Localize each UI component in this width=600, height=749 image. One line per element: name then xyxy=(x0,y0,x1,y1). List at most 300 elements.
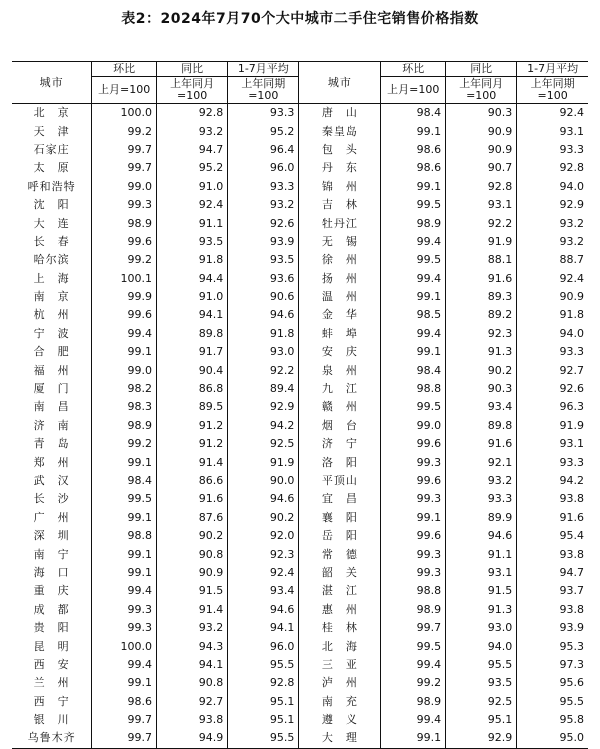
cell-city-left: 沈 阳 xyxy=(33,198,70,212)
cell-city-right: 安 庆 xyxy=(299,343,381,361)
cell-yoy-right: 93.2 xyxy=(446,472,517,490)
header-mom-base-right: 上月=100 xyxy=(381,77,446,104)
cell-mom-left: 99.3 xyxy=(92,196,157,214)
cell-mom-right: 99.2 xyxy=(381,674,446,692)
cell-city-right: 湛 江 xyxy=(299,582,381,600)
cell-mom-left: 99.6 xyxy=(92,306,157,324)
cell-city-right: 唐 山 xyxy=(299,104,381,123)
cell-avg-right: 91.8 xyxy=(517,306,588,324)
cell-city-left: 海 口 xyxy=(33,565,70,579)
cell-mom-right: 99.1 xyxy=(381,178,446,196)
table-row xyxy=(12,251,588,269)
cell-yoy-right: 89.9 xyxy=(446,509,517,527)
cell-yoy-right: 89.3 xyxy=(446,288,517,306)
cell-avg-left: 93.5 xyxy=(228,251,299,269)
cell-city-right: 襄 阳 xyxy=(299,509,381,527)
cell-mom-right: 98.5 xyxy=(381,306,446,324)
cell-avg-right: 96.3 xyxy=(517,398,588,416)
cell-avg-left: 91.9 xyxy=(228,453,299,471)
cell-mom-left: 99.2 xyxy=(92,122,157,140)
cell-avg-left: 92.0 xyxy=(228,527,299,545)
cell-city-right: 北 海 xyxy=(299,637,381,655)
cell-avg-left: 96.0 xyxy=(228,637,299,655)
header-avg-base-left: 上年同期=100 xyxy=(228,77,299,104)
cell-yoy-right: 91.6 xyxy=(446,435,517,453)
cell-avg-right: 92.4 xyxy=(517,104,588,123)
cell-city-left: 西 安 xyxy=(33,657,70,671)
cell-yoy-right: 92.3 xyxy=(446,325,517,343)
table-row xyxy=(12,601,588,619)
cell-yoy-right: 91.3 xyxy=(446,601,517,619)
cell-yoy-left: 91.7 xyxy=(157,343,228,361)
cell-mom-right: 99.7 xyxy=(381,619,446,637)
cell-avg-right: 95.3 xyxy=(517,637,588,655)
cell-avg-left: 95.1 xyxy=(228,711,299,729)
cell-yoy-left: 90.8 xyxy=(157,674,228,692)
cell-city-left: 长 春 xyxy=(33,234,70,248)
cell-mom-left: 99.1 xyxy=(92,674,157,692)
cell-avg-right: 92.4 xyxy=(517,270,588,288)
cell-avg-right: 92.6 xyxy=(517,380,588,398)
cell-mom-left: 99.4 xyxy=(92,582,157,600)
cell-mom-right: 99.4 xyxy=(381,711,446,729)
table-row xyxy=(12,545,588,563)
cell-avg-left: 94.6 xyxy=(228,601,299,619)
cell-mom-left: 99.4 xyxy=(92,656,157,674)
table-row xyxy=(12,453,588,471)
cell-city-right: 无 锡 xyxy=(299,233,381,251)
cell-mom-left: 99.1 xyxy=(92,545,157,563)
cell-yoy-left: 92.4 xyxy=(157,196,228,214)
cell-yoy-left: 94.1 xyxy=(157,306,228,324)
cell-mom-right: 99.1 xyxy=(381,729,446,748)
header-yoy-right: 同比 xyxy=(446,62,517,77)
cell-yoy-left: 86.8 xyxy=(157,380,228,398)
table-row xyxy=(12,582,588,600)
cell-city-right: 锦 州 xyxy=(299,178,381,196)
header-avg-right: 1-7月平均 xyxy=(517,62,588,77)
header-city-left: 城市 xyxy=(12,62,92,104)
table-row xyxy=(12,104,588,123)
cell-yoy-right: 92.9 xyxy=(446,729,517,748)
cell-city-right: 烟 台 xyxy=(299,417,381,435)
cell-mom-left: 99.1 xyxy=(92,453,157,471)
table-row xyxy=(12,361,588,379)
cell-avg-left: 92.5 xyxy=(228,435,299,453)
cell-mom-right: 99.3 xyxy=(381,564,446,582)
cell-avg-right: 93.2 xyxy=(517,214,588,232)
cell-city-left: 贵 阳 xyxy=(33,621,70,635)
header-avg-left: 1-7月平均 xyxy=(228,62,299,77)
cell-yoy-right: 90.3 xyxy=(446,104,517,123)
header-yoy-left: 同比 xyxy=(157,62,228,77)
cell-mom-right: 99.1 xyxy=(381,288,446,306)
table-row xyxy=(12,619,588,637)
cell-mom-right: 98.8 xyxy=(381,582,446,600)
cell-mom-right: 99.6 xyxy=(381,527,446,545)
cell-avg-left: 93.3 xyxy=(228,104,299,123)
cell-yoy-left: 87.6 xyxy=(157,509,228,527)
cell-mom-right: 98.8 xyxy=(381,380,446,398)
cell-city-left: 南 昌 xyxy=(33,400,70,414)
cell-avg-left: 95.5 xyxy=(228,729,299,748)
cell-yoy-right: 90.2 xyxy=(446,361,517,379)
table-row xyxy=(12,656,588,674)
cell-mom-right: 99.1 xyxy=(381,122,446,140)
cell-mom-right: 99.5 xyxy=(381,637,446,655)
cell-yoy-right: 89.8 xyxy=(446,417,517,435)
cell-avg-left: 94.6 xyxy=(228,306,299,324)
cell-yoy-left: 91.2 xyxy=(157,417,228,435)
cell-city-left: 武 汉 xyxy=(33,474,70,487)
cell-mom-left: 99.3 xyxy=(92,619,157,637)
cell-yoy-left: 92.7 xyxy=(157,693,228,711)
cell-avg-left: 92.8 xyxy=(228,674,299,692)
cell-mom-left: 99.1 xyxy=(92,343,157,361)
cell-yoy-right: 90.3 xyxy=(446,380,517,398)
cell-yoy-right: 93.0 xyxy=(446,619,517,637)
cell-city-right: 徐 州 xyxy=(299,251,381,269)
cell-yoy-left: 91.0 xyxy=(157,178,228,196)
cell-mom-left: 99.1 xyxy=(92,564,157,582)
cell-mom-left: 99.5 xyxy=(92,490,157,508)
cell-avg-right: 92.9 xyxy=(517,196,588,214)
cell-city-left: 呼和浩特 xyxy=(27,179,76,193)
table-row xyxy=(12,729,588,748)
table-row xyxy=(12,527,588,545)
cell-city-left: 哈尔滨 xyxy=(33,253,70,267)
cell-avg-right: 93.8 xyxy=(517,545,588,563)
cell-mom-left: 99.1 xyxy=(92,509,157,527)
cell-yoy-right: 91.1 xyxy=(446,545,517,563)
cell-city-right: 丹 东 xyxy=(299,159,381,177)
header-mom-base-left: 上月=100 xyxy=(92,77,157,104)
cell-city-left: 南 宁 xyxy=(33,547,70,561)
cell-city-left: 西 宁 xyxy=(33,694,70,708)
header-avg-base-right: 上年同期=100 xyxy=(517,77,588,104)
cell-city-right: 包 头 xyxy=(299,141,381,159)
cell-city-left: 合 肥 xyxy=(33,345,70,359)
cell-avg-right: 93.8 xyxy=(517,601,588,619)
table-row xyxy=(12,564,588,582)
cell-avg-left: 96.0 xyxy=(228,159,299,177)
cell-avg-right: 93.1 xyxy=(517,435,588,453)
table-row xyxy=(12,141,588,159)
cell-avg-right: 93.3 xyxy=(517,141,588,159)
cell-yoy-left: 93.8 xyxy=(157,711,228,729)
cell-avg-right: 93.3 xyxy=(517,453,588,471)
cell-avg-left: 89.4 xyxy=(228,380,299,398)
cell-city-right: 泉 州 xyxy=(299,361,381,379)
cell-mom-right: 99.3 xyxy=(381,453,446,471)
cell-yoy-right: 91.6 xyxy=(446,270,517,288)
cell-mom-right: 99.5 xyxy=(381,196,446,214)
cell-avg-right: 95.4 xyxy=(517,527,588,545)
cell-city-right: 遵 义 xyxy=(299,711,381,729)
cell-yoy-left: 94.4 xyxy=(157,270,228,288)
cell-city-right: 秦皇岛 xyxy=(299,122,381,140)
cell-yoy-right: 92.1 xyxy=(446,453,517,471)
table-row xyxy=(12,693,588,711)
table-row xyxy=(12,380,588,398)
cell-mom-right: 99.4 xyxy=(381,270,446,288)
cell-mom-left: 99.2 xyxy=(92,251,157,269)
cell-yoy-left: 93.2 xyxy=(157,619,228,637)
table-row xyxy=(12,233,588,251)
cell-yoy-right: 90.9 xyxy=(446,141,517,159)
cell-mom-right: 99.4 xyxy=(381,656,446,674)
table-row xyxy=(12,306,588,324)
cell-yoy-left: 91.4 xyxy=(157,601,228,619)
cell-mom-left: 99.0 xyxy=(92,361,157,379)
table-row xyxy=(12,122,588,140)
cell-city-right: 平顶山 xyxy=(299,472,381,490)
cell-city-left: 济 南 xyxy=(33,418,70,432)
cell-avg-right: 88.7 xyxy=(517,251,588,269)
cell-yoy-right: 95.1 xyxy=(446,711,517,729)
cell-city-left: 北 京 xyxy=(33,106,70,120)
cell-city-right: 济 宁 xyxy=(299,435,381,453)
cell-city-right: 韶 关 xyxy=(299,564,381,582)
table-row xyxy=(12,288,588,306)
cell-city-right: 金 华 xyxy=(299,306,381,324)
cell-mom-left: 100.0 xyxy=(92,104,157,123)
cell-city-left: 杭 州 xyxy=(33,308,70,322)
cell-yoy-left: 89.5 xyxy=(157,398,228,416)
cell-avg-left: 94.1 xyxy=(228,619,299,637)
cell-mom-right: 99.1 xyxy=(381,343,446,361)
cell-mom-right: 99.6 xyxy=(381,435,446,453)
cell-avg-right: 91.6 xyxy=(517,509,588,527)
cell-yoy-left: 94.1 xyxy=(157,656,228,674)
cell-city-right: 吉 林 xyxy=(299,196,381,214)
cell-mom-right: 98.9 xyxy=(381,214,446,232)
cell-avg-left: 92.4 xyxy=(228,564,299,582)
table-row xyxy=(12,214,588,232)
cell-mom-left: 99.4 xyxy=(92,325,157,343)
cell-yoy-left: 93.5 xyxy=(157,233,228,251)
cell-avg-left: 93.9 xyxy=(228,233,299,251)
table-row xyxy=(12,270,588,288)
cell-avg-left: 92.6 xyxy=(228,214,299,232)
cell-yoy-left: 90.8 xyxy=(157,545,228,563)
cell-city-left: 南 京 xyxy=(33,290,70,304)
cell-avg-left: 94.2 xyxy=(228,417,299,435)
cell-city-left: 厦 门 xyxy=(33,382,70,396)
cell-city-right: 温 州 xyxy=(299,288,381,306)
cell-yoy-left: 90.9 xyxy=(157,564,228,582)
cell-yoy-left: 90.2 xyxy=(157,527,228,545)
table-title: 表2：2024年7月70个大中城市二手住宅销售价格指数 xyxy=(121,11,479,27)
cell-mom-left: 98.8 xyxy=(92,527,157,545)
cell-avg-right: 94.7 xyxy=(517,564,588,582)
cell-avg-right: 95.8 xyxy=(517,711,588,729)
cell-city-right: 岳 阳 xyxy=(299,527,381,545)
cell-yoy-left: 90.4 xyxy=(157,361,228,379)
cell-city-right: 赣 州 xyxy=(299,398,381,416)
cell-avg-right: 94.0 xyxy=(517,178,588,196)
cell-yoy-left: 91.2 xyxy=(157,435,228,453)
cell-yoy-left: 91.8 xyxy=(157,251,228,269)
cell-avg-right: 93.9 xyxy=(517,619,588,637)
cell-mom-left: 99.7 xyxy=(92,159,157,177)
cell-avg-left: 92.2 xyxy=(228,361,299,379)
cell-yoy-left: 91.5 xyxy=(157,582,228,600)
cell-city-left: 长 沙 xyxy=(33,492,70,506)
cell-yoy-left: 89.8 xyxy=(157,325,228,343)
cell-mom-right: 99.0 xyxy=(381,417,446,435)
cell-yoy-right: 94.6 xyxy=(446,527,517,545)
cell-yoy-right: 94.0 xyxy=(446,637,517,655)
table-row xyxy=(12,435,588,453)
cell-yoy-left: 91.6 xyxy=(157,490,228,508)
cell-avg-left: 90.6 xyxy=(228,288,299,306)
header-city-right: 城市 xyxy=(299,62,381,104)
table-row xyxy=(12,472,588,490)
cell-avg-left: 93.4 xyxy=(228,582,299,600)
cell-city-right: 桂 林 xyxy=(299,619,381,637)
cell-avg-left: 91.8 xyxy=(228,325,299,343)
header-mom-right: 环比 xyxy=(381,62,446,77)
cell-yoy-left: 91.1 xyxy=(157,214,228,232)
cell-yoy-right: 93.1 xyxy=(446,196,517,214)
cell-avg-left: 94.6 xyxy=(228,490,299,508)
header-yoy-base-left: 上年同月=100 xyxy=(157,77,228,104)
cell-avg-left: 95.1 xyxy=(228,693,299,711)
table-row xyxy=(12,159,588,177)
cell-avg-left: 92.9 xyxy=(228,398,299,416)
cell-avg-right: 91.9 xyxy=(517,417,588,435)
cell-mom-right: 98.9 xyxy=(381,601,446,619)
cell-city-right: 常 德 xyxy=(299,545,381,563)
cell-yoy-left: 86.6 xyxy=(157,472,228,490)
table-row xyxy=(12,196,588,214)
cell-city-right: 大 理 xyxy=(299,729,381,748)
table-row xyxy=(12,490,588,508)
cell-yoy-right: 88.1 xyxy=(446,251,517,269)
cell-yoy-right: 95.5 xyxy=(446,656,517,674)
cell-city-left: 石家庄 xyxy=(33,142,70,156)
cell-mom-left: 99.6 xyxy=(92,233,157,251)
cell-city-left: 乌鲁木齐 xyxy=(27,731,76,745)
cell-avg-right: 90.9 xyxy=(517,288,588,306)
table-row xyxy=(12,674,588,692)
cell-city-left: 天 津 xyxy=(33,124,70,138)
cell-mom-right: 98.9 xyxy=(381,693,446,711)
cell-city-left: 重 庆 xyxy=(33,584,70,598)
table-row xyxy=(12,343,588,361)
cell-yoy-right: 92.5 xyxy=(446,693,517,711)
cell-mom-right: 98.4 xyxy=(381,104,446,123)
header-yoy-base-right: 上年同月=100 xyxy=(446,77,517,104)
cell-city-right: 南 充 xyxy=(299,693,381,711)
cell-avg-right: 93.7 xyxy=(517,582,588,600)
cell-mom-left: 98.9 xyxy=(92,214,157,232)
cell-mom-left: 99.2 xyxy=(92,435,157,453)
cell-city-left: 太 原 xyxy=(33,161,70,175)
cell-city-left: 郑 州 xyxy=(33,455,70,469)
cell-avg-right: 95.0 xyxy=(517,729,588,748)
cell-avg-right: 93.8 xyxy=(517,490,588,508)
cell-yoy-right: 89.2 xyxy=(446,306,517,324)
cell-city-left: 广 州 xyxy=(33,510,70,524)
cell-mom-right: 98.4 xyxy=(381,361,446,379)
cell-yoy-left: 91.0 xyxy=(157,288,228,306)
cell-city-right: 泸 州 xyxy=(299,674,381,692)
cell-yoy-left: 94.9 xyxy=(157,729,228,748)
cell-avg-left: 93.0 xyxy=(228,343,299,361)
cell-yoy-right: 90.9 xyxy=(446,122,517,140)
cell-avg-left: 93.6 xyxy=(228,270,299,288)
cell-mom-right: 99.1 xyxy=(381,509,446,527)
cell-mom-left: 98.2 xyxy=(92,380,157,398)
cell-city-left: 大 连 xyxy=(33,216,70,230)
table-row xyxy=(12,711,588,729)
cell-city-left: 银 川 xyxy=(33,713,70,727)
cell-avg-left: 90.0 xyxy=(228,472,299,490)
table-row xyxy=(12,398,588,416)
cell-yoy-right: 91.5 xyxy=(446,582,517,600)
cell-yoy-right: 93.4 xyxy=(446,398,517,416)
cell-yoy-left: 91.4 xyxy=(157,453,228,471)
table-row xyxy=(12,325,588,343)
cell-mom-left: 98.6 xyxy=(92,693,157,711)
cell-yoy-right: 90.7 xyxy=(446,159,517,177)
cell-avg-right: 97.3 xyxy=(517,656,588,674)
cell-yoy-right: 92.2 xyxy=(446,214,517,232)
cell-avg-left: 95.2 xyxy=(228,122,299,140)
cell-avg-right: 93.1 xyxy=(517,122,588,140)
cell-yoy-left: 94.3 xyxy=(157,637,228,655)
cell-city-left: 宁 波 xyxy=(33,326,70,340)
cell-avg-right: 94.0 xyxy=(517,325,588,343)
table-row xyxy=(12,637,588,655)
cell-mom-left: 98.3 xyxy=(92,398,157,416)
cell-avg-right: 92.8 xyxy=(517,159,588,177)
cell-yoy-right: 92.8 xyxy=(446,178,517,196)
cell-avg-right: 95.5 xyxy=(517,693,588,711)
cell-avg-right: 95.6 xyxy=(517,674,588,692)
cell-mom-right: 98.6 xyxy=(381,159,446,177)
cell-avg-right: 93.2 xyxy=(517,233,588,251)
cell-mom-right: 98.6 xyxy=(381,141,446,159)
table-row xyxy=(12,509,588,527)
cell-avg-left: 93.2 xyxy=(228,196,299,214)
cell-yoy-left: 92.8 xyxy=(157,104,228,123)
cell-avg-left: 93.3 xyxy=(228,178,299,196)
cell-mom-left: 99.9 xyxy=(92,288,157,306)
cell-mom-left: 99.0 xyxy=(92,178,157,196)
cell-city-left: 成 都 xyxy=(33,602,70,616)
cell-city-left: 上 海 xyxy=(33,271,70,285)
cell-avg-right: 92.7 xyxy=(517,361,588,379)
cell-mom-left: 100.0 xyxy=(92,637,157,655)
cell-avg-left: 92.3 xyxy=(228,545,299,563)
cell-avg-right: 93.3 xyxy=(517,343,588,361)
cell-yoy-right: 93.1 xyxy=(446,564,517,582)
table-row xyxy=(12,178,588,196)
price-index-table xyxy=(12,61,588,749)
cell-city-right: 三 亚 xyxy=(299,656,381,674)
cell-mom-right: 99.4 xyxy=(381,233,446,251)
cell-city-left: 福 州 xyxy=(33,363,70,377)
cell-mom-right: 99.6 xyxy=(381,472,446,490)
cell-yoy-right: 91.3 xyxy=(446,343,517,361)
cell-yoy-right: 91.9 xyxy=(446,233,517,251)
cell-yoy-left: 94.7 xyxy=(157,141,228,159)
cell-city-left: 兰 州 xyxy=(33,676,70,690)
cell-avg-left: 95.5 xyxy=(228,656,299,674)
